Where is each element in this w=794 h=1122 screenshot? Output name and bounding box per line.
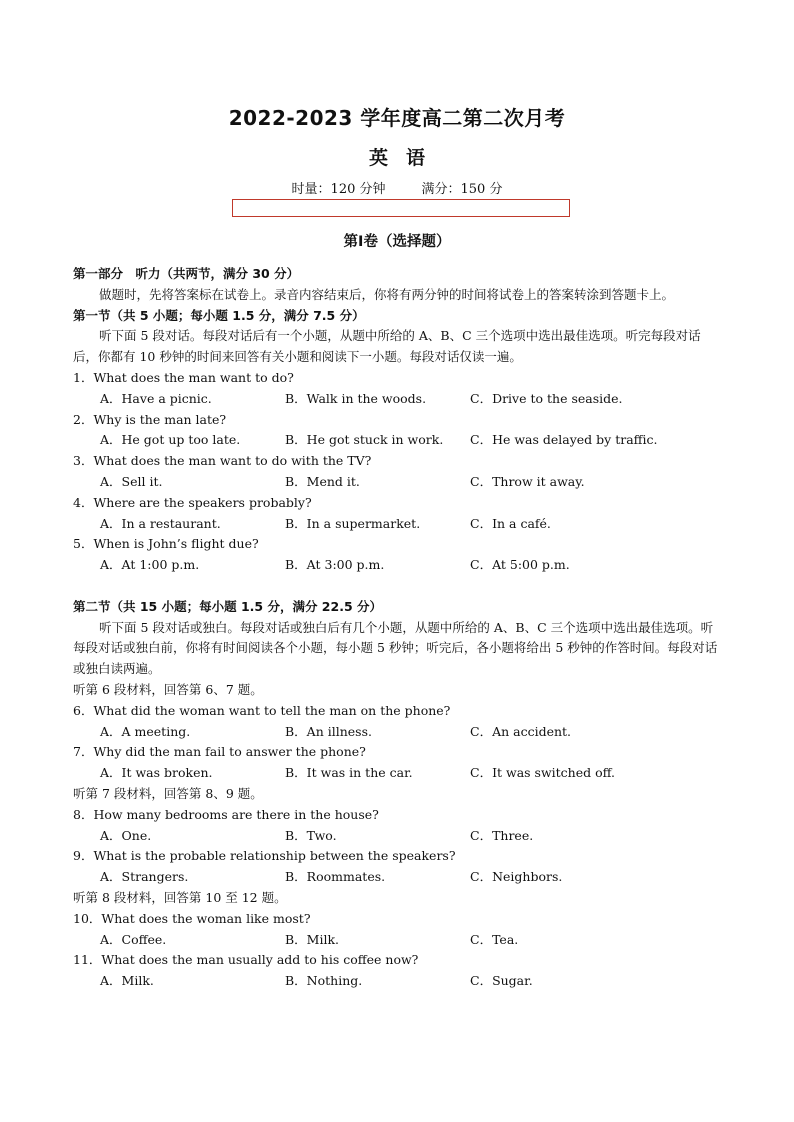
options-10 [73, 930, 725, 951]
option-c: C．In a café. [470, 515, 551, 531]
question-5: 5．When is John’s flight due? [73, 536, 259, 552]
question-4: 4．Where are the speakers probably? [73, 494, 312, 510]
section2-instructions: 听下面 5 段对话或独白。每段对话或独白后有几个小题，从题中所给的 A、B、C 三个选项中选出最佳选项。听每段对话或独白前，你将有时间阅读各个小题，每小题 5 秒钟；听完后，各小题将给出 5 秒钟的作答时间。每段对话或独白读两遍。 [73, 619, 718, 677]
group-6-note: 听第 6 段材料，回答第 6、7 题。 [73, 681, 263, 697]
exam-meta [0, 180, 794, 200]
option-b: B．Milk. [285, 931, 340, 947]
question-6: 6．What did the woman want to tell the man on the phone? [73, 702, 451, 718]
option-c: C．At 5:00 p.m. [470, 557, 570, 573]
score-label: 满分：150 分 [421, 182, 503, 197]
option-c: C．He was delayed by traffic. [470, 432, 658, 448]
option-b: B．At 3:00 p.m. [285, 557, 385, 573]
question-11: 11．What does the man usually add to his coffee now? [73, 952, 419, 968]
part1-heading: 第一部分 听力（共两节，满分 30 分） [73, 266, 300, 281]
question-1: 1．What does the man want to do? [73, 369, 294, 385]
option-c: C．Sugar. [470, 973, 533, 989]
subject-title: 英语 [368, 147, 443, 169]
option-b: B．An illness. [285, 723, 372, 739]
option-a: A．Sell it. [100, 473, 163, 489]
option-c: C．Neighbors. [470, 869, 563, 885]
option-b: B．He got stuck in work. [285, 432, 444, 448]
option-a: A．He got up too late. [100, 432, 241, 448]
option-a: A．One. [100, 827, 152, 843]
options-3 [73, 472, 725, 493]
part1-instructions: 做题时，先将答案标在试卷上。录音内容结束后，你将有两分钟的时间将试卷上的答案转涂到答题卡上。 [99, 286, 675, 302]
option-c: C．Tea. [470, 931, 519, 947]
option-c: C．Drive to the seaside. [470, 390, 623, 406]
option-a: A．Coffee. [100, 931, 167, 947]
options-7 [73, 763, 725, 784]
question-9: 9．What is the probable relationship between the speakers? [73, 848, 456, 864]
section1-heading: 第一节（共 5 小题；每小题 1.5 分，满分 7.5 分） [73, 307, 365, 323]
option-b: B．It was in the car. [285, 765, 413, 781]
option-c: C．Throw it away. [470, 473, 585, 489]
option-a: A．At 1:00 p.m. [100, 557, 200, 573]
option-a: A．A meeting. [100, 723, 191, 739]
question-10: 10．What does the woman like most? [73, 910, 311, 926]
options-2 [73, 430, 725, 451]
option-c: C．An accident. [470, 723, 572, 739]
question-7: 7．Why did the man fail to answer the phone? [73, 744, 366, 760]
question-8: 8．How many bedrooms are there in the house? [73, 806, 379, 822]
question-2: 2．Why is the man late? [73, 411, 227, 427]
option-c: C．Three. [470, 827, 534, 843]
option-a: A．It was broken. [100, 765, 213, 781]
option-b: B．In a supermarket. [285, 515, 421, 531]
options-11 [73, 971, 725, 992]
options-5 [73, 555, 725, 576]
option-b: B．Mend it. [285, 473, 360, 489]
group-8-note: 听第 8 段材料，回答第 10 至 12 题。 [73, 889, 287, 905]
option-c: C．It was switched off. [470, 765, 616, 781]
option-b: B．Nothing. [285, 973, 363, 989]
options-8 [73, 826, 725, 847]
option-a: A．Have a picnic. [100, 390, 212, 406]
option-a: A．Milk. [100, 973, 154, 989]
option-a: A．In a restaurant. [100, 515, 221, 531]
time-label: 时量：120 分钟 [291, 182, 386, 197]
section2-heading: 第二节（共 15 小题；每小题 1.5 分，满分 22.5 分） [73, 598, 382, 614]
info-box [232, 199, 570, 217]
exam-body [73, 264, 725, 992]
volume-title: 第Ⅰ卷（选择题） [343, 234, 451, 250]
question-3: 3．What does the man want to do with the TV? [73, 453, 372, 469]
options-9 [73, 867, 725, 888]
option-b: B．Walk in the woods. [285, 390, 427, 406]
options-6 [73, 722, 725, 743]
exam-title: 2022-2023 学年度高二第二次月考 [228, 106, 566, 130]
options-1 [73, 389, 725, 410]
option-a: A．Strangers. [100, 869, 189, 885]
option-b: B．Two. [285, 827, 337, 843]
options-4 [73, 514, 725, 535]
group-7-note: 听第 7 段材料，回答第 8、9 题。 [73, 785, 263, 801]
section1-instructions: 听下面 5 段对话。每段对话后有一个小题，从题中所给的 A、B、C 三个选项中选出最佳选项。听完每段对话后，你都有 10 秒钟的时间来回答有关小题和阅读下一小题。每段对话仅读一遍。 [73, 328, 701, 365]
option-b: B．Roommates. [285, 869, 386, 885]
